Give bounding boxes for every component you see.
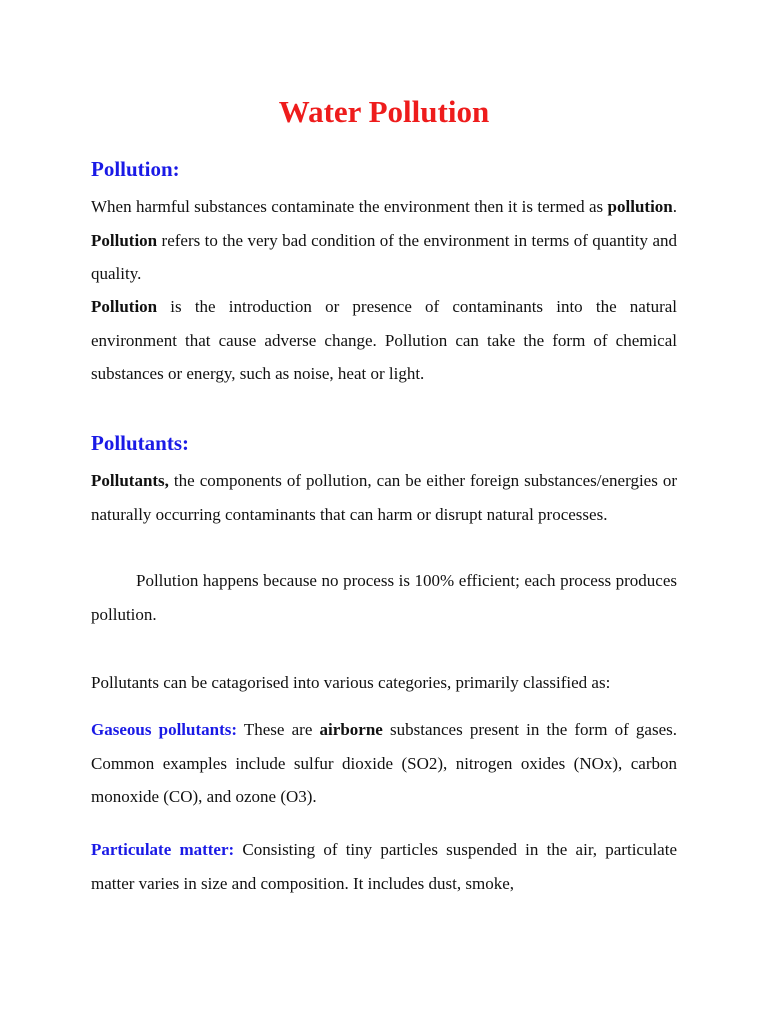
text-run: refers to the very bad condition of the environment in terms of quantity and quality. xyxy=(91,230,677,284)
bold-term-pollution: pollution xyxy=(607,197,673,216)
text-run: . xyxy=(672,197,677,216)
text-run: is the introduction or presence of contaminants into the natural environment that cause adverse change. Pollution can take the form of chemical substances or energy, such as noise, heat or light. xyxy=(91,297,677,384)
gaseous-pollutants-paragraph xyxy=(91,713,677,814)
page-title: Water Pollution xyxy=(278,94,490,129)
pollutants-paragraph-2: Pollution happens because no process is 100% efficient; each process produces pollution. xyxy=(91,571,677,624)
bold-term-pollution: Pollution xyxy=(91,297,158,316)
text-run: substances present in the form of gases. Common examples include sulfur dioxide (SO2), nitrogen oxides (NOx), carbon monoxide (CO), and ozone (O3). xyxy=(91,720,677,807)
particulate-matter-label: Particulate matter: xyxy=(91,840,235,859)
bold-term-pollutants: Pollutants, xyxy=(91,471,169,490)
pollution-paragraph-2 xyxy=(91,290,677,391)
text-run: Consisting of tiny particles suspended in the air, particulate matter varies in size and composition. It includes dust, smoke, xyxy=(91,840,677,893)
bold-term-pollution: Pollution xyxy=(91,230,158,250)
text-run: the components of pollution, can be either foreign substances/energies or naturally occurring contaminants that can harm or disrupt natural processes. xyxy=(91,471,677,524)
text-run: These are xyxy=(237,720,320,739)
text-run: When harmful substances contaminate the environment then it is termed as xyxy=(91,197,608,216)
heading-pollutants: Pollutants: xyxy=(91,431,190,455)
pollution-paragraph-1 xyxy=(91,190,677,291)
pollutants-paragraph-3: Pollutants can be catagorised into various categories, primarily classified as: xyxy=(91,673,611,692)
pollutants-paragraph-1 xyxy=(91,464,677,531)
gaseous-pollutants-label: Gaseous pollutants: xyxy=(91,720,238,739)
bold-term-airborne: airborne xyxy=(319,720,383,739)
heading-pollution: Pollution: xyxy=(91,157,180,181)
particulate-matter-paragraph xyxy=(91,833,677,900)
